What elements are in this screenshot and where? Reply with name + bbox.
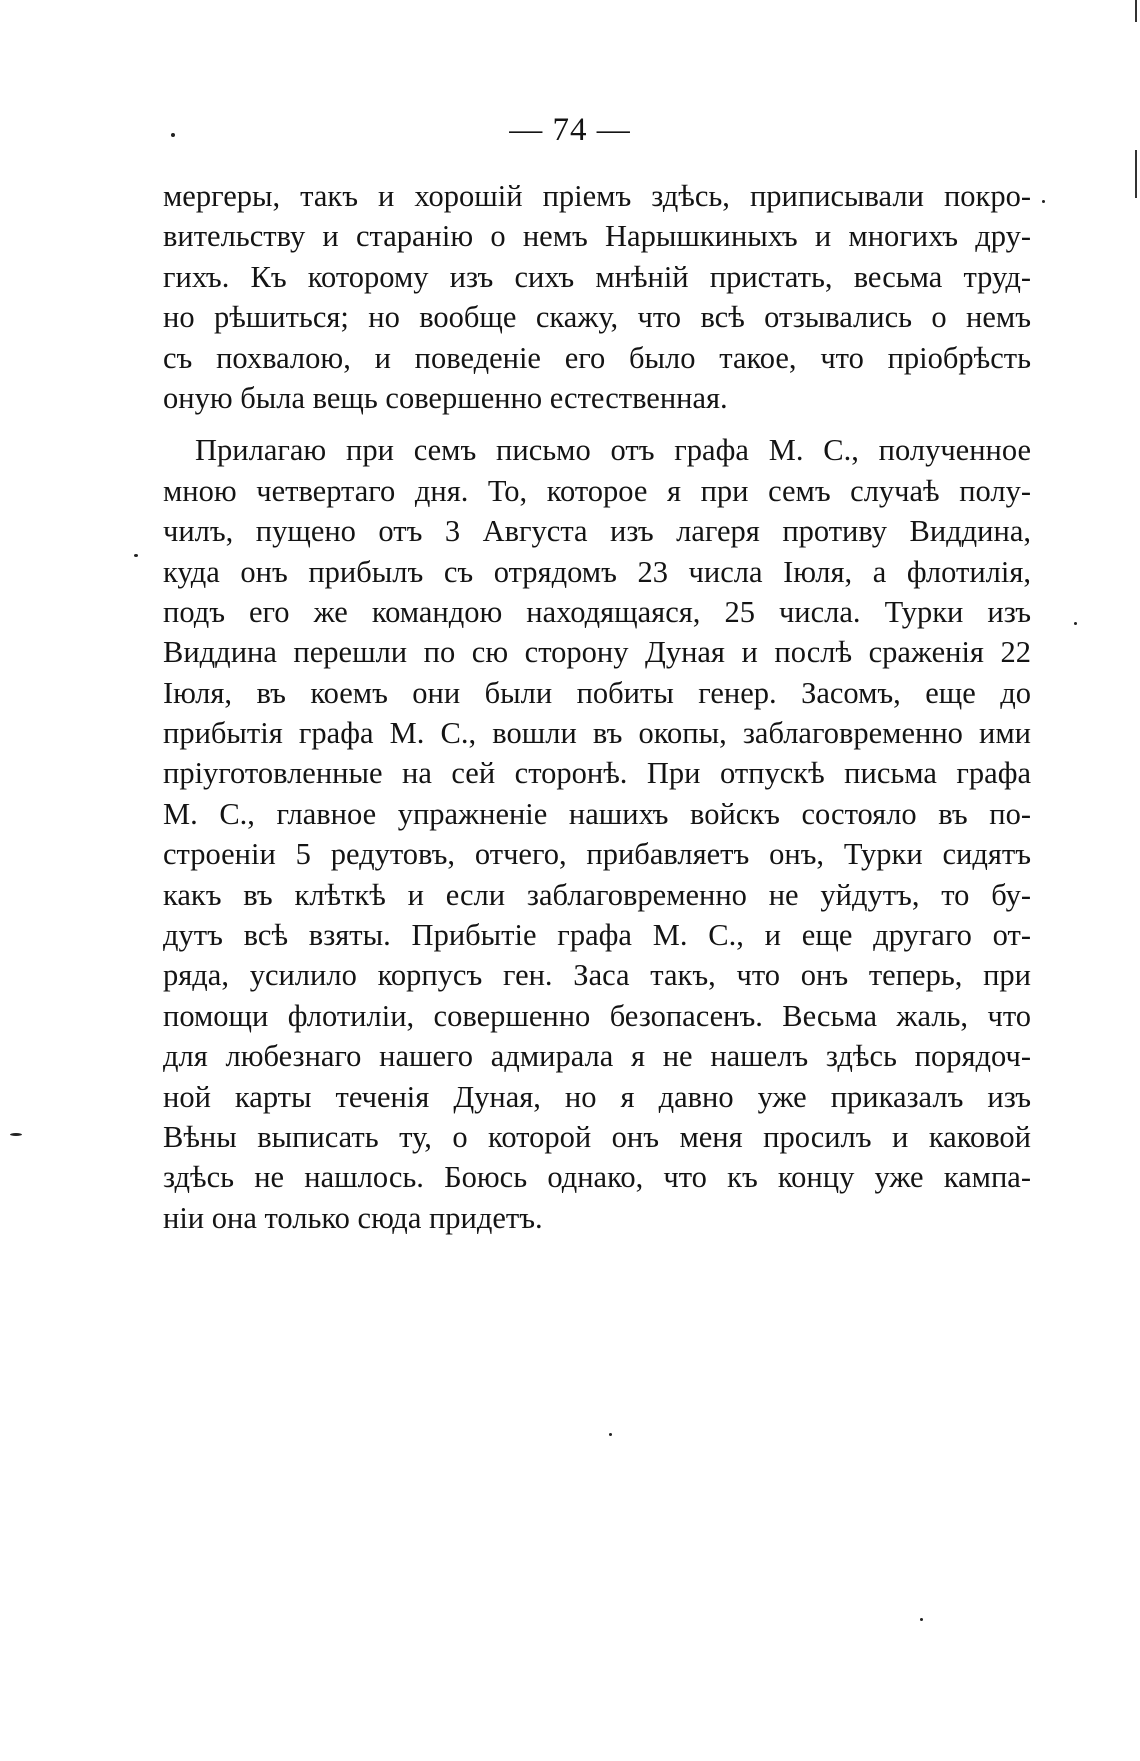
scan-speck	[134, 554, 138, 557]
body-text	[163, 176, 1031, 1238]
text-line: мергеры, такъ и хорошій пріемъ здѣсь, приписывали покро-	[163, 179, 1031, 213]
text-line: дутъ всѣ взяты. Прибытіе графа М. С., и еще другаго от-	[163, 918, 1031, 953]
scan-speck	[609, 1433, 612, 1436]
text-line: М. С., главное упражненіе нашихъ войскъ состояло въ по-	[163, 796, 1031, 831]
paragraph-gap	[163, 418, 1031, 430]
text-line: но рѣшиться; но вообще скажу, что всѣ отзывались о немъ	[163, 300, 1031, 335]
text-line: строеніи 5 редутовъ, отчего, прибавляетъ онъ, Турки сидятъ	[163, 837, 1031, 872]
scan-speck	[1042, 200, 1045, 203]
text-line: прибытія графа М. С., вошли въ окопы, заблаговременно ими	[163, 716, 1031, 751]
text-line: для любезнаго нашего адмирала я не нашелъ здѣсь порядоч-	[163, 1039, 1031, 1074]
scan-speck	[1074, 622, 1077, 625]
text-line: подъ его же командою находящаяся, 25 числа. Турки изъ	[163, 594, 1031, 629]
scan-speck	[10, 1133, 22, 1136]
scan-edge-mark	[1135, 150, 1137, 198]
text-line: мною четвертаго дня. То, которое я при семъ случаѣ полу-	[163, 473, 1031, 508]
scan-edge-mark	[1135, 0, 1137, 22]
text-line: гихъ. Къ которому изъ сихъ мнѣній пристать, весьма труд-	[163, 259, 1031, 294]
text-line: Вѣны выписать ту, о которой онъ меня просилъ и каковой	[163, 1119, 1031, 1154]
text-line: пріуготовленные на сей сторонѣ. При отпускѣ письма графа	[163, 756, 1031, 791]
paragraph-1	[163, 176, 1031, 418]
text-line: Іюля, въ коемъ они были побиты генер. Засомъ, еще до	[163, 675, 1031, 710]
page-number: — 74 —	[509, 112, 631, 148]
text-line: ной карты теченія Дуная, но я давно уже приказалъ изъ	[163, 1079, 1031, 1114]
text-line: Прилагаю при семъ письмо отъ графа М. С., полученное	[195, 433, 1031, 468]
text-line: ряда, усилило корпусъ ген. Заса такъ, что онъ теперь, при	[163, 958, 1031, 993]
text-line: куда онъ прибылъ съ отрядомъ 23 числа Іюля, а флотилія,	[163, 554, 1031, 589]
text-line: помощи флотиліи, совершенно безопасенъ. Весьма жаль, что	[163, 998, 1031, 1033]
text-line: какъ въ клѣткѣ и если заблаговременно не уйдутъ, то бу-	[163, 877, 1031, 912]
text-line: здѣсь не нашлось. Боюсь однако, что къ концу уже кампа-	[163, 1160, 1031, 1195]
text-line: ніи она только сюда придетъ.	[163, 1200, 543, 1235]
text-line: чилъ, пущено отъ 3 Августа изъ лагеря противу Виддина,	[163, 514, 1031, 549]
paragraph-2	[163, 430, 1031, 1238]
text-line: Виддина перешли по сю сторону Дуная и послѣ сраженія 22	[163, 635, 1031, 670]
text-line: вительству и старанію о немъ Нарышкиныхъ и многихъ дру-	[163, 219, 1031, 254]
text-line: оную была вещь совершенно естественная.	[163, 380, 728, 415]
text-line: съ похвалою, и поведеніе его было такое, что пріобрѣсть	[163, 340, 1031, 375]
scan-speck	[920, 1618, 923, 1621]
scan-speck	[171, 133, 175, 137]
